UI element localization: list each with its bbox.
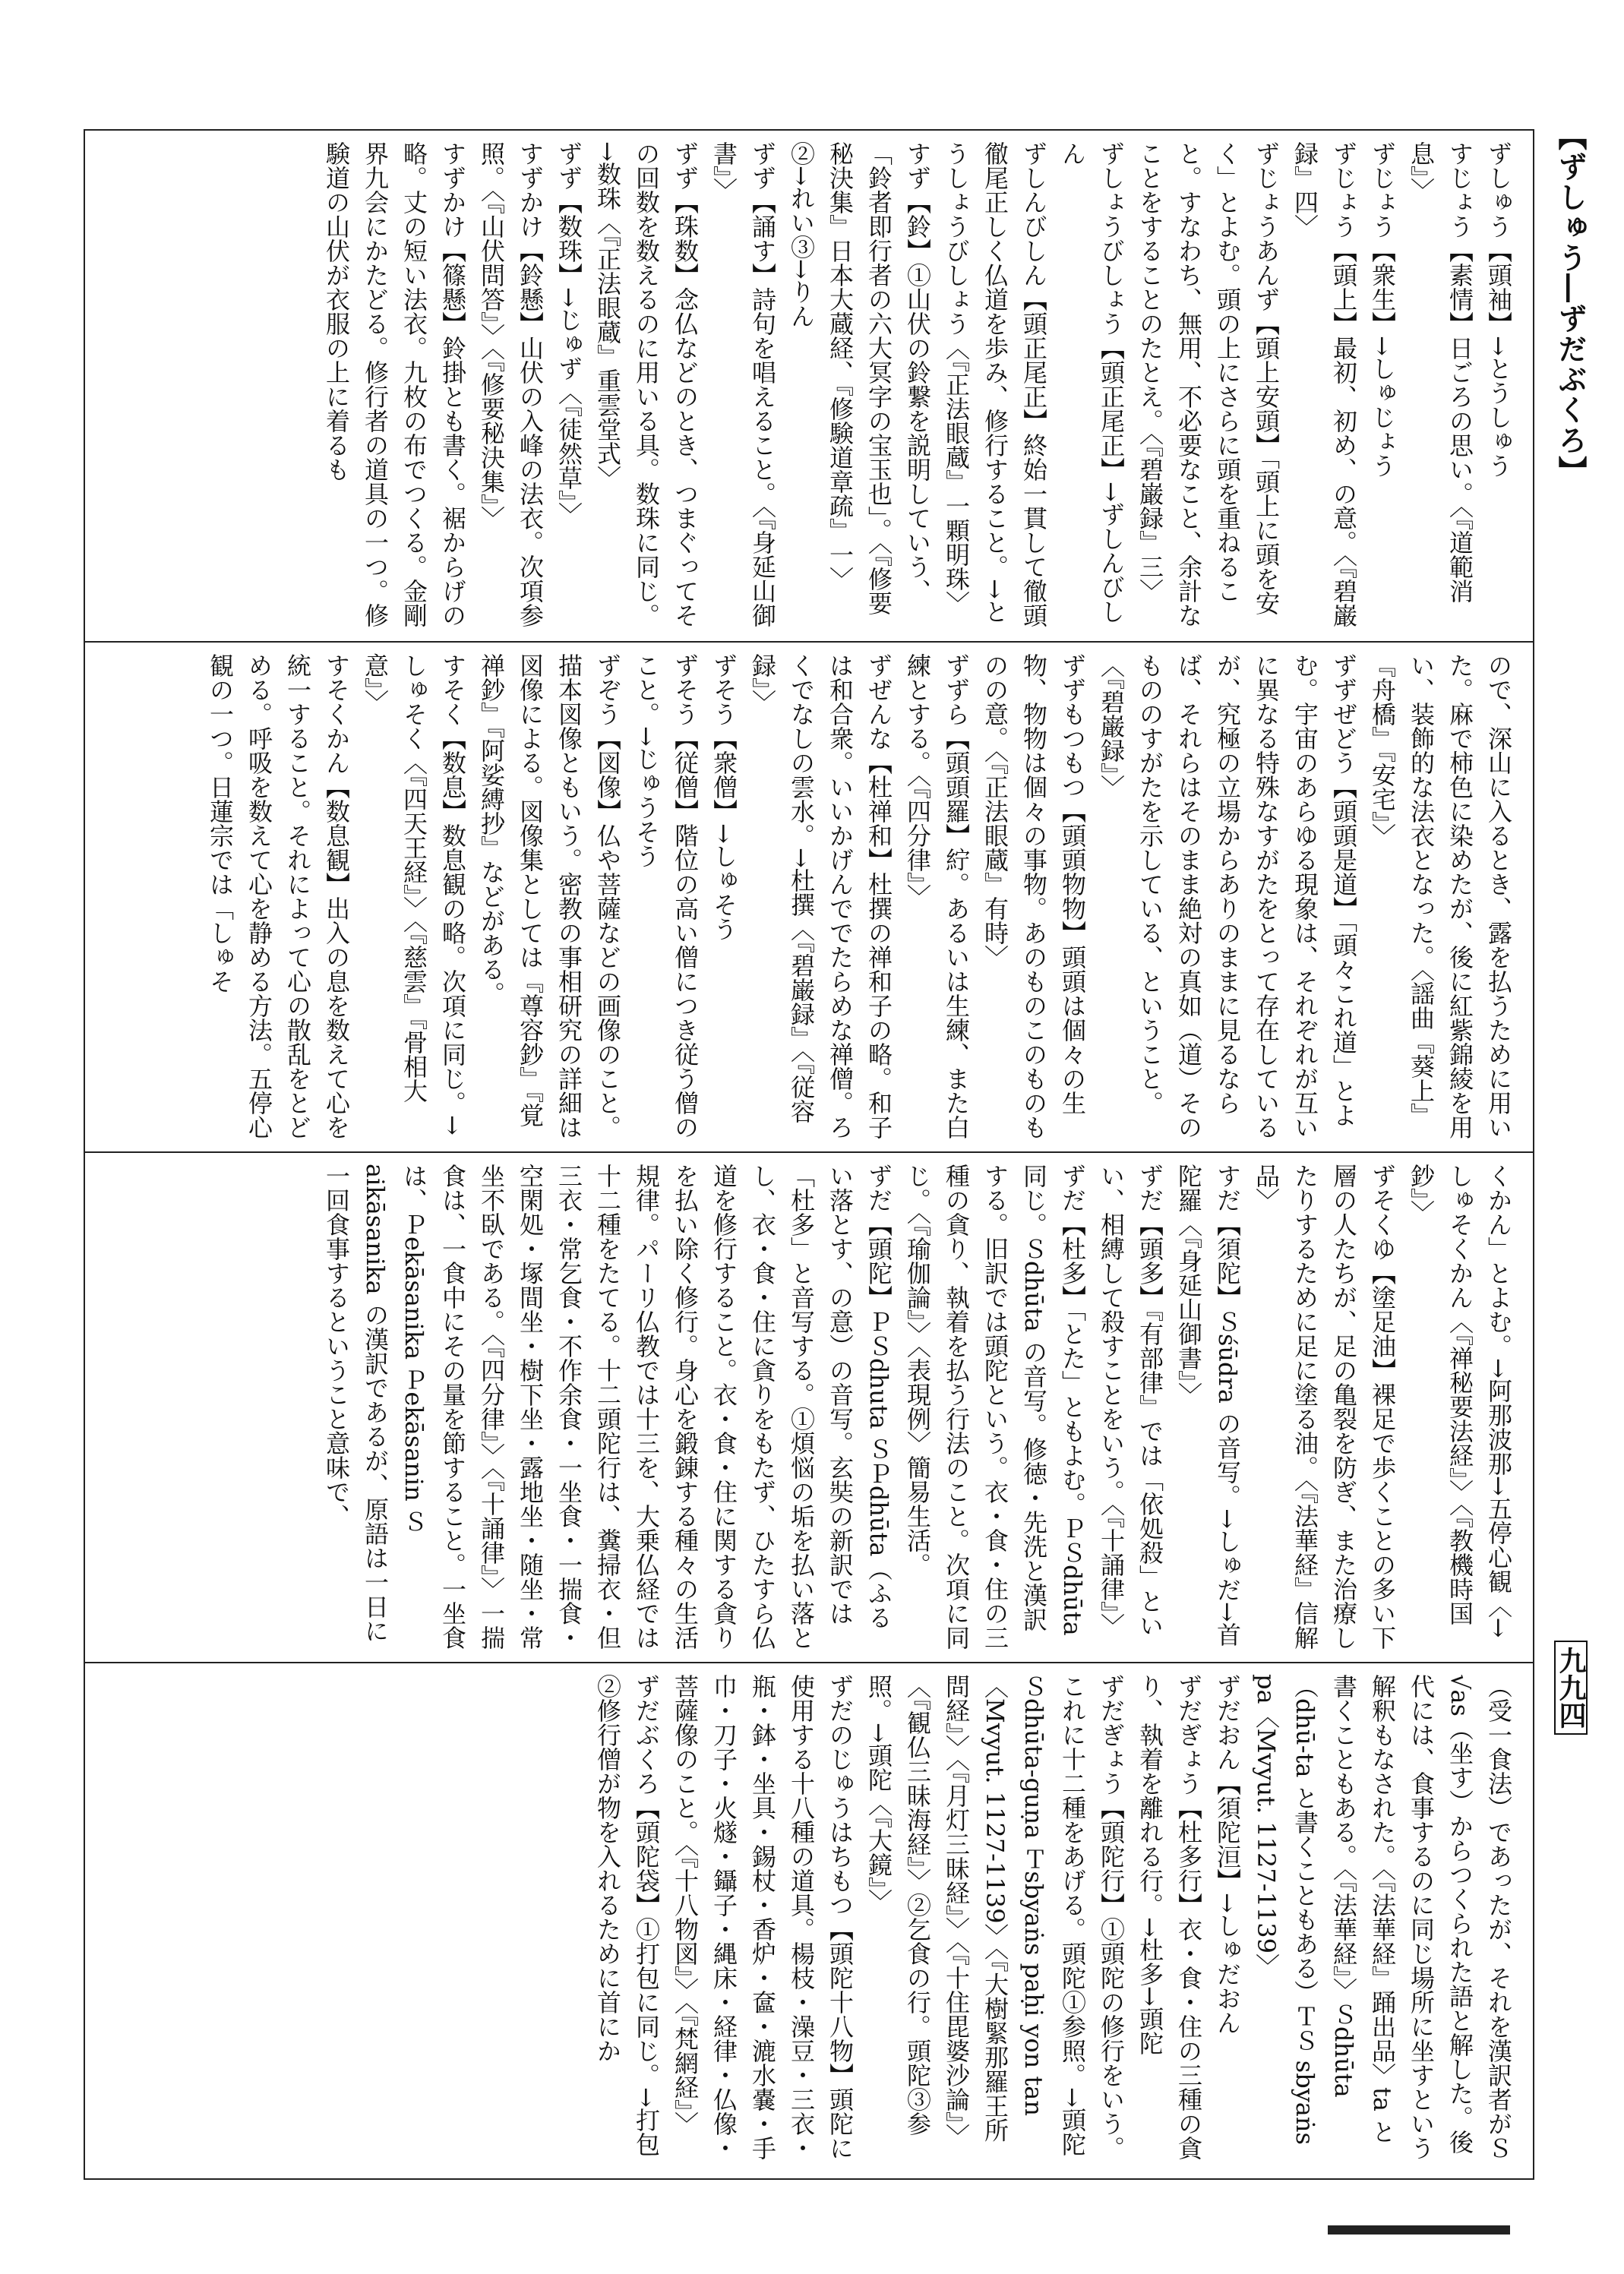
tier-1 (85, 131, 1533, 641)
dictionary-entry: すそく【数息】数息観の略。次項に同じ。→しゅそく〈『四天王経』〉〈『慈雲』『骨相大意』〉 (361, 653, 467, 1135)
dictionary-entry: ずじょうあんず【頭上安頭】「頭上に頭を安く」とよむ。頭の上にさらに頭を重ねること。すなわち、無用、不必要なこと、余計なことをすることのたとえ。〈『碧巌録』三〉 (1136, 141, 1281, 627)
decorative-bar (1328, 2225, 1510, 2235)
dictionary-entry: ずずもつもつ【頭頭物物】頭頭は個々の生物、物物は個々の事物。あのものこのものものの意。〈『正法眼蔵』有時〉 (981, 653, 1087, 1139)
tier-2 (85, 641, 1533, 1151)
dictionary-entry: ずだぎょう【杜多行】衣・食・住の三種の貪り、執着を離れる行。→杜多→頭陀 (1136, 1674, 1203, 2160)
dictionary-entry: ずずぜどう【頭頭是道】「頭々これ道」とよむ。宇宙のあらゆる現象は、それぞれが互いに異なる特殊なすがたをとって存在しているが、究極の立場からありのままに見るならば、それらはそのまま絶対の真如（道）そのもののすがたを示している、ということ。〈『碧巌録』〉 (1097, 653, 1358, 1139)
dictionary-entry: ずずら【頭頭羅】紵。あるいは生練、また白練とする。〈『四分律』〉 (903, 653, 971, 1139)
dictionary-entry: くかん」とよむ。→阿那波那→五停心観〈→しゅそくかん〈『禅秘要法経』〉〈『教機時国鈔』〉 (1407, 1164, 1513, 1638)
dictionary-entry: ずだ【頭陀】ＰＳdhuta ＳＰdhūta（ふるい落とす、の意）の音写。玄奘の新訳では「杜多」と音写する。①煩悩の垢を払い落とし、衣・食・住に貪りをもたず、ひたすら仏道を修行すること。衣・食・住に関する貪りを払い除く修行。身心を鍛錬する種々の生活規律。パーリ仏教では十三を、大乗仏経では十二種をたてる。十二頭陀行は、糞掃衣・但三衣・常乞食・不作余食・一坐食・一揣食・空閑処・塚間坐・樹下坐・露地坐・随坐・常坐不臥である。〈『四分律』〉〈『十誦律』〉一揣食は、一食中にその量を節すること。一坐食は、Ｐekāsanika Ｐekāsanin Ｓaikāsanika の漢訳であるが、原語は一日に一回食事するということ意味で、 (322, 1164, 893, 1650)
dictionary-entry: ずず【珠数】念仏などのとき、つまぐってその回数を数えるのに用いる具。数珠に同じ。→数珠〈『正法眼蔵』重雲堂式〉 (593, 141, 700, 627)
dictionary-entry: ずず【誦す】詩句を唱えること。〈『身延山御書』〉 (709, 141, 777, 627)
dictionary-entry: ずぜんな【杜禅和】杜撰の禅和子の略。和子は和合衆。いいかげんででたらめな禅僧。ろくでなしの雲水。→杜撰〈『碧巌録』〈『従容録』〉 (748, 653, 893, 1139)
dictionary-entry: すじょう【素情】日ごろの思い。〈『道範消息』〉 (1407, 141, 1474, 603)
running-head: 【ずしゅう―ずだぶくろ】 (1553, 122, 1588, 486)
dictionary-entry: ずしんびしん【頭正尾正】終始一貫して徹頭徹尾正しく仏道を歩み、修行すること。→とうしょうびしょう〈『正法眼蔵』一顆明珠〉 (942, 141, 1048, 627)
dictionary-entry: ずず【数珠】→じゅず〈『徒然草』〉 (554, 141, 583, 526)
tier-text (105, 1674, 1518, 2160)
dictionary-entry: （受一食法）であったが、それを漢訳者がＳ√as（坐す）からつくられた語と解した。後代には、食事するのに同じ場所に坐すという解釈もなされた。〈『法華経』踊出品〉ta と書くこともある。〈『法華経』〉Ｓdhūta（dhū-ta と書くこともある）ＴＳ sbyaṅs pa〈Mvyut. 1127-1139〉 (1252, 1674, 1513, 2160)
dictionary-entry: ずしゅう【頭袖】→とうしゅう (1484, 141, 1513, 478)
tier-text (105, 141, 1518, 627)
dictionary-entry: ずそう【従僧】階位の高い僧につき従う僧のこと。→じゅうそう (632, 653, 700, 1139)
dictionary-entry: ずじょう【衆生】→しゅじょう (1368, 141, 1397, 478)
dictionary-entry: すそくかん【数息観】出入の息を数えて心を統一すること。それによって心の散乱をとどめる。呼吸を数えて心を静める方法。五停心観の一つ。日蓮宗では「しゅそ (206, 653, 351, 1139)
dictionary-entry: ずだ【杜多】「とた」ともよむ。ＰＳdhūta 同じ。Ｓdhūta の音写。修徳・先洗と漢訳する。旧訳では頭陀という。衣・食・住の三種の貪り、執着を払う行法のこと。次項に同じ。〈『瑜伽論』〉〈表現例〉簡易生活。 (903, 1164, 1087, 1650)
tier-text (105, 653, 1518, 1139)
dictionary-entry: すずかけ【鈴懸】山伏の入峰の法衣。次項参照。〈『山伏問答』〉〈『修要秘決集』〉 (477, 141, 545, 627)
dictionary-entry: ずぞう【図像】仏や菩薩などの画像のこと。描本図像ともいう。密教の事相研究の詳細は図像による。図像集としては『尊容鈔』『覚禅鈔』『阿娑縛抄』などがある。 (477, 653, 622, 1139)
tier-text (105, 1164, 1518, 1650)
dictionary-entry: ずだぶくろ【頭陀袋】①打包に同じ。→打包②修行僧が物を入れるために首にか (593, 1674, 661, 2156)
dictionary-entry: ずだのじゅうはちもつ【頭陀十八物】頭陀に使用する十八種の道具。楊枝・澡豆・三衣・瓶・鉢・坐具・錫杖・香炉・奩・漉水嚢・手巾・刀子・火燧・鑷子・縄床・経律・仏像・菩薩像のこと。〈『十八物図』〉〈『梵網経』〉 (671, 1674, 855, 2160)
text-frame (84, 129, 1534, 2180)
dictionary-entry: ずだ【頭多】『有部律』では「依処殺」といい、相縛して殺すことをいう。〈『十誦律』〉 (1097, 1164, 1164, 1638)
dictionary-entry: ずそくゆ【塗足油】裸足で歩くことの多い下層の人たちが、足の亀裂を防ぎ、また治療したりするために足に塗る油。〈『法華経』信解品〉 (1252, 1164, 1397, 1650)
dictionary-entry: ずだぎょう【頭陀行】①頭陀の修行をいう。これに十二種をあげる。頭陀①参照。→頭陀 Ｓdhūta-guṇa Ｔsbyaṅs paḥi yon tan〈Mvyut. 1127-1139〉〈『大樹緊那羅王所問経』〉〈『月灯三昧経』〉〈『十住毘婆沙論』〉〈『観仏三昧海経』〉②乞食の行。頭陀③参照。→頭陀〈『大鏡』〉 (864, 1674, 1126, 2160)
page-number: 九九四 (1554, 1641, 1588, 1735)
dictionary-entry: ずだおん【須陀洹】→しゅだおん (1213, 1674, 1242, 2035)
dictionary-entry: すずかけ【篠懸】鈴掛とも書く。裾からげの略。丈の短い法衣。九枚の布でつくる。金剛界九会にかたどる。修行者の道具の一つ。修験道の山伏が衣服の上に着るも (322, 141, 467, 627)
dictionary-entry: ずしょうびしょう【頭正尾正】→ずしんびしん (1058, 141, 1126, 624)
dictionary-entry: すず【鈴】①山伏の鈴繋を説明していう、「鈴者即行者の六大冥字の宝玉也」。〈『修要秘決集』日本大蔵経、『修験道章疏』一〉②→れい③→りん (787, 141, 932, 615)
dictionary-entry: ずそう【衆僧】→しゅそう (709, 653, 738, 941)
dictionary-entry: すだ【須陀】Ｓśūdra の音写。→しゅだ→首陀羅〈『身延山御書』〉 (1174, 1164, 1242, 1647)
dictionary-entry: ので、深山に入るとき、露を払うために用いた。麻で柿色に染めたが、後に紅紫錦綾を用い、装飾的な法衣となった。〈謡曲『葵上』『舟橋』『安宅』〉 (1368, 653, 1513, 1139)
tier-3 (85, 1151, 1533, 1662)
dictionary-entry: ずじょう【頭上】最初、初め、の意。〈『碧巌録』四〉 (1291, 141, 1358, 627)
tier-4 (85, 1662, 1533, 2178)
